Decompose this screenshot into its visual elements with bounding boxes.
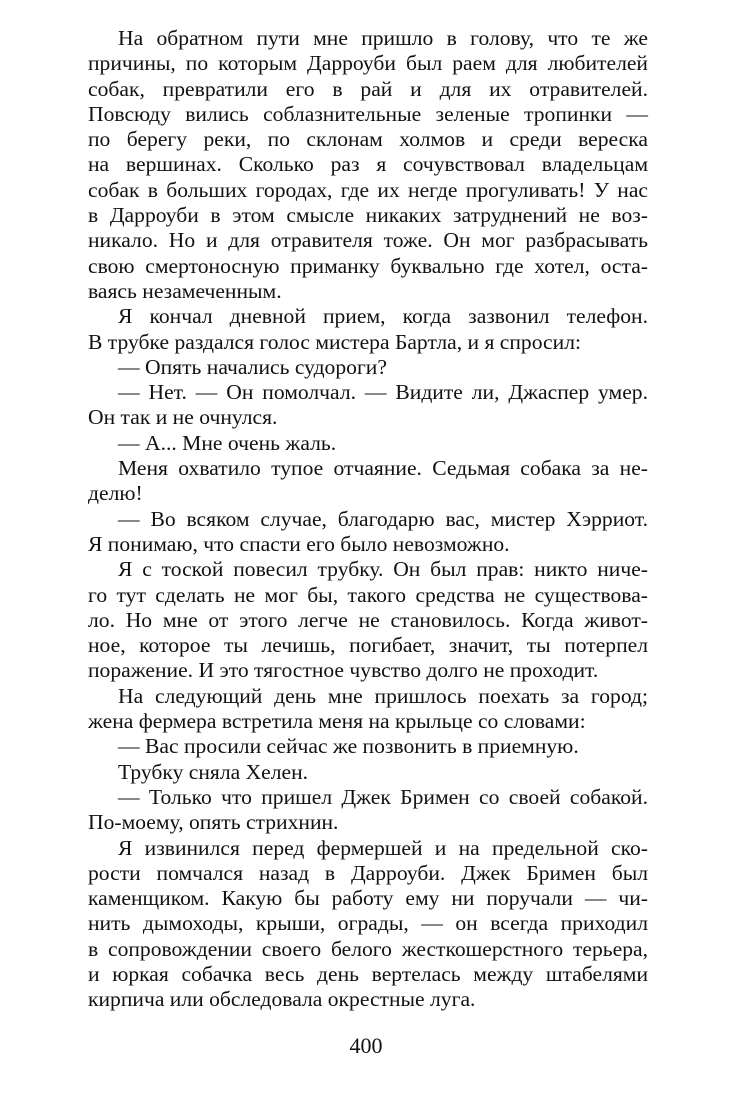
text-line: В трубке раздался голос мистера Бартла, и я спросил: bbox=[88, 329, 581, 354]
text-line: ло. Но мне от этого легче не становилось. Когда живот- bbox=[88, 607, 648, 632]
text-line: — Вас просили сейчас же позвонить в приемную. bbox=[118, 734, 579, 759]
text-line: Я кончал дневной прием, когда зазвонил телефон. bbox=[118, 304, 648, 329]
paragraph bbox=[88, 355, 648, 380]
text-line: свою смертоносную приманку буквально где хотел, оста- bbox=[88, 253, 648, 278]
text-line: ное, которое ты лечишь, погибает, значит, ты потерпел bbox=[88, 633, 648, 658]
page-number: 400 bbox=[349, 1033, 383, 1058]
text-line: Он так и не очнулся. bbox=[88, 405, 278, 430]
text-line: рости помчался назад в Дарроуби. Джек Бримен был bbox=[88, 860, 648, 885]
paragraph bbox=[88, 380, 648, 431]
paragraph bbox=[88, 684, 648, 735]
text-line: собак в больших городах, где их негде прогуливать! У нас bbox=[88, 177, 648, 202]
text-line: го тут сделать не мог бы, такого средства не существова- bbox=[88, 582, 648, 607]
text-line: На обратном пути мне пришло в голову, что те же bbox=[118, 26, 648, 50]
text-line: Я с тоской повесил трубку. Он был прав: никто ниче- bbox=[118, 557, 648, 582]
text-line: в Дарроуби в этом смысле никаких затруднений не воз- bbox=[88, 203, 648, 228]
text-line: кирпича или обследовала окрестные луга. bbox=[88, 987, 476, 1012]
text-line: Трубку сняла Хелен. bbox=[118, 759, 309, 784]
text-line: Я извинился перед фермершей и на предельной ско- bbox=[118, 835, 648, 860]
text-line: нить дымоходы, крыши, ограды, — он всегда приходил bbox=[88, 911, 648, 936]
text-line: Я понимаю, что спасти его было невозможно. bbox=[88, 531, 510, 556]
text-line: по берегу реки, по склонам холмов и среди вереска bbox=[88, 127, 648, 152]
paragraph bbox=[88, 785, 648, 836]
text-line: Меня охватило тупое отчаяние. Седьмая собака за не- bbox=[118, 456, 648, 481]
text-line: По-моему, опять стрихнин. bbox=[88, 810, 339, 835]
paragraph bbox=[88, 507, 648, 558]
paragraph bbox=[88, 760, 648, 785]
paragraph bbox=[88, 304, 648, 355]
text-line: ваясь незамеченным. bbox=[88, 278, 282, 303]
text-line: На следующий день мне пришлось поехать за город; bbox=[118, 683, 648, 708]
paragraph bbox=[88, 836, 648, 1013]
text-line: — А... Мне очень жаль. bbox=[118, 430, 337, 455]
text-line: никало. Но и для отравителя тоже. Он мог разбрасывать bbox=[88, 228, 648, 253]
text-line: делю! bbox=[88, 481, 143, 506]
paragraph bbox=[88, 456, 648, 507]
text-line: — Только что пришел Джек Бримен со своей собакой. bbox=[118, 784, 648, 809]
text-line: поражение. И это тягостное чувство долго не проходит. bbox=[88, 658, 599, 683]
text-line: — Опять начались судороги? bbox=[118, 354, 387, 379]
text-line: и юркая собачка весь день вертелась между штабелями bbox=[88, 961, 648, 986]
paragraph bbox=[88, 26, 648, 304]
text-line: в сопровождении своего белого жесткошерстного терьера, bbox=[88, 936, 648, 961]
text-line: жена фермера встретила меня на крыльце со словами: bbox=[88, 709, 586, 734]
text-line: причины, по которым Дарроуби был раем для любителей bbox=[88, 51, 648, 76]
paragraph bbox=[88, 431, 648, 456]
text-line: — Нет. — Он помолчал. — Видите ли, Джаспер умер. bbox=[118, 380, 648, 405]
text-line: Повсюду вились соблазнительные зеленые тропинки — bbox=[88, 101, 648, 126]
text-line: на вершинах. Сколько раз я сочувствовал владельцам bbox=[88, 152, 648, 177]
paragraph bbox=[88, 557, 648, 683]
page-text bbox=[88, 26, 648, 1013]
paragraph bbox=[88, 734, 648, 759]
text-line: собак, превратили его в рай и для их отравителей. bbox=[88, 76, 648, 101]
text-line: каменщиком. Какую бы работу ему ни поручали — чи- bbox=[88, 886, 648, 911]
text-line: — Во всяком случае, благодарю вас, мистер Хэрриот. bbox=[118, 506, 648, 531]
